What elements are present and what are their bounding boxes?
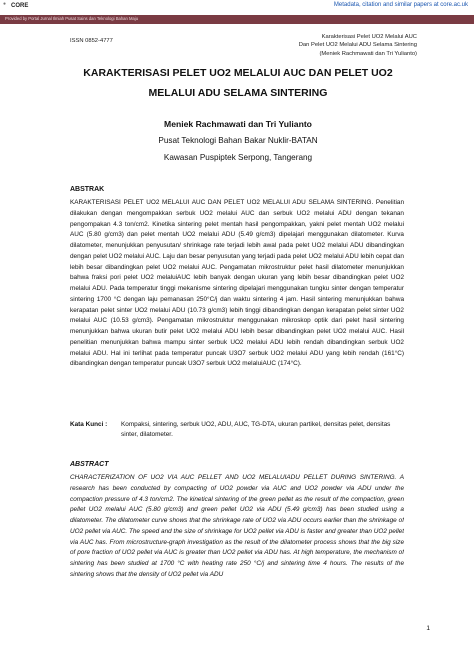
abstract-body: CHARACTERIZATION OF UO2 VIA AUC PELLET AND UO2 MELALUIADU PELLET DURING SINTERING. A research has been conducted by compacting of UO2 powder via AUC and UO2 powder via ADU under the compaction pressure of 4.3 ton/cm2. The kinetical sintering of the green pellet as the result of the compaction, green pellet UO2 melalui AUC (5.80 g/cm3) and green pellet UO2 via ADU (5.49 g/cm3) has been studied using a dilatometer. The dilatometer curve shows that the shrinkage rate of UO2 via ADU occurs earlier than the shrinkage of UO2 pellet via AUC. The speed and the size of shrinkage for UO2 pellet via ADU is faster and greater than UO2 pellet via AUC has. From microstructure-graph investigation as the result of the dilatometer process shows that the big size of pore fraction of UO2 pellet via AUC is greater than UO2 pellet via ADU has. At high temperature, the mechanism of sintering has been studied at 1700 °C with heating rate 250 °C/j and sintering time 4 hours. The results of the sintering shows that the density of UO2 pellet via ADU (70, 474, 404, 578)
issn: ISSN 0852-4777 (70, 38, 113, 44)
provider-text: Provided by Portal Jurnal Ilmiah Pusat Sains dan Teknologi Bahan Maju (5, 16, 139, 21)
running-header-line: (Meniek Rachmawati dan Tri Yulianto) (319, 50, 417, 57)
running-header-line: Karakterisasi Pelet UO2 Melalui AUC (321, 34, 417, 40)
affiliation-institution: Pusat Teknologi Bahan Bakar Nuklir-BATAN (158, 136, 318, 145)
paper-title-line-1: KARAKTERISASI PELET UO2 MELALUI AUC DAN PELET UO2 (83, 67, 393, 79)
provider-bar (0, 15, 474, 24)
core-logo-text: CORE (11, 3, 29, 9)
abstract-heading: ABSTRACT (70, 461, 109, 468)
affiliation-address: Kawasan Puspiptek Serpong, Tangerang (163, 153, 313, 162)
paper-title-line-2: MELALUI ADU SELAMA SINTERING (148, 87, 328, 99)
keywords-label: Kata Kunci : (70, 421, 108, 428)
core-logo-icon: ● (3, 1, 7, 7)
core-banner (0, 0, 474, 15)
abstrak-body: KARAKTERISASI PELET UO2 MELALUI AUC DAN PELET UO2 MELALUI ADU SELAMA SINTERING. Penelitian dilakukan dengan mengompakkan serbuk UO2 melalui AUC dan serbuk UO2 melalui ADU dengan tekanan pengompakan 4.3 ton/cm2. Kinetika sintering pelet mentah hasil pengompakkan, yakni pelet mentah UO2 melalui AUC (5.80 g/cm3) dan pelet mentah UO2 melalui ADU (5.49 g/cm3) dipelajari menggunakan dilatometer. Kurva dilatometer, menunjukkan penyusutan/ shrinkage rate terjadi lebih awal pada pelet UO2 melalui ADU dibandingkan dengan pelet UO2 melalui AUC. Laju dan besar penyusutan yang terjadi pada pelet UO2 melalui ADU lebih cepat dan lebih besar dibandingkan pelet UO2 melalui AUC. Pengamatan mikrostruktur pelet hasil dilatometer menunjukkan bahwa fraksi pori pelet UO2 melaluiAUC lebih banyak dengan ukuran yang lebih besar dibandingkan pelet UO2 melalui ADU. Pada temperatur tinggi mekanisme sintering dipelajari menggunakan tungku sinter dengan temperatur sintering 1700 °C dengan laju pemanasan 250°C/j dan waktu sintering 4 jam. Hasil sintering menunjukkan bahwa kerapatan pelet sinter UO2 melalui ADU (10.73 g/cm3) lebih tinggi dibandingkan dengan kerapatan pelet sinter UO2 melalui AUC (10.53 g/cm3). Pengamatan mikrostruktur menggunakan mikroskop optik dari pelet hasil sintering menunjukkan bahwa ukuran butir pelet UO2 melalui ADU lebih besar dibandingkan pelet UO2 melalui AUC. Hasil penelitian menunjukkan bahwa mampu sinter serbuk UO2 melalui ADU lebih rendah dibandingkan serbuk UO2 melalui ADU. Hal ini terlihat pada temperatur puncak U3O7 serbuk UO2 melalui ADU yang lebih rendah (161°C) dibandingkan dengan temperatur puncak U3O7 serbuk UO2 melaluiAUC (174°C). (70, 199, 404, 368)
running-header-line: Dan Pelet UO2 Melalui ADU Selama Sintering (298, 42, 417, 49)
keywords-text: Kompaksi, sintering, serbuk UO2, ADU, AUC, TG-DTA, ukuran partikel, densitas pelet, densitas sinter, dilatometer. (121, 421, 391, 438)
metadata-citation-link[interactable]: Metadata, citation and similar papers at core.ac.uk (333, 2, 468, 8)
abstrak-heading: ABSTRAK (70, 186, 105, 193)
core-logo[interactable] (3, 1, 37, 13)
running-header (217, 33, 417, 58)
page-number: 1 (426, 625, 430, 632)
authors: Meniek Rachmawati dan Tri Yulianto (164, 119, 312, 129)
